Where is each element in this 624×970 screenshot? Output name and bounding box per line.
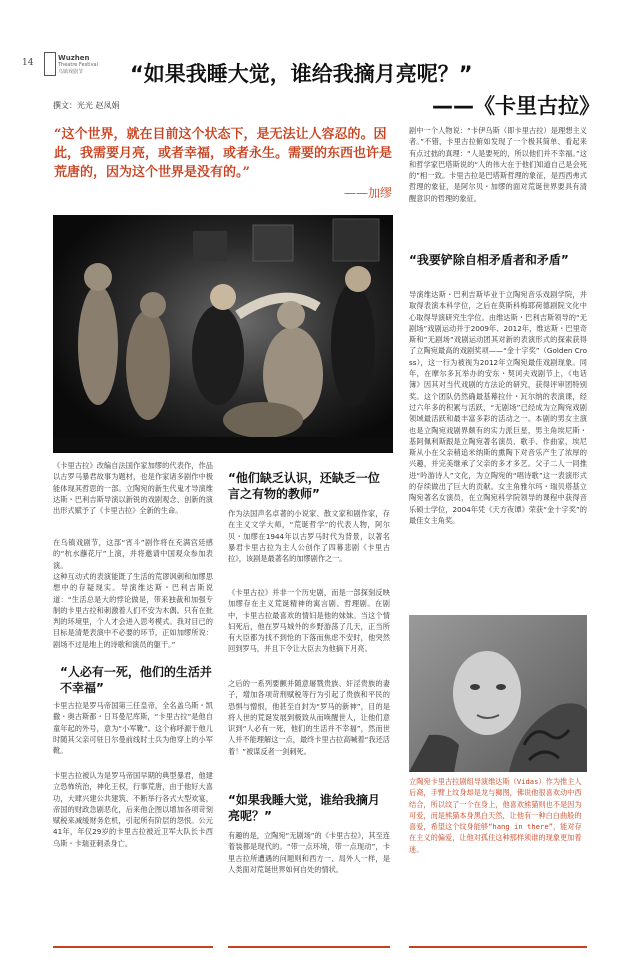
col2-subheading-1: “他们缺乏认识，还缺乏一位言之有物的教师” [228,471,380,501]
col1-paragraph-1: 《卡里古拉》改编自法国作家加缪的代表作，作品以古罗马暴君故事为题材，也是作家诸多剧作中极能体现其哲思的一部。立陶宛的新生代鬼才导演维达斯・巴利吉斯导演以新锐的戏剧观念、创新的演出形式赋予了《卡里古拉》全新的生命。 [53,461,213,516]
col2-paragraph-3: 之后的一系列要颤并随意屠戮贵族、奸淫贵族的妻子，增加各项苛刑赋税等行为引起了贵族和平民的恐惧与憎恨，他甚至自封为“罗马的新神”，目的是将人世的荒诞发展到极致从而唤醒世人，让他们意识到“人必有一死，他们的生活并不幸福”，然而世人并不能理解这一点，最终卡里古拉高喊着“我还活着！”被谋反者一剑刺死。 [228,679,390,756]
col2-paragraph-4: 有趣的是，立陶宛“无剧场”的《卡里古拉》，其至连着装都是现代的。“带一点环境，带一点现动”，卡里古拉所遭遇的问题则和西方一、局外人一样，是人类面对荒诞世界如何自处的情状。 [228,831,390,874]
pull-quote-attribution: ——加缪 [343,186,392,200]
stage-photo [53,215,393,453]
logo-mark-icon [44,52,56,76]
bottom-rule-col2 [228,946,390,948]
col2-paragraph-2: 《卡里古拉》并非一个历史剧，而是一部探刻反映加缪存在主义荒诞精神的寓言剧、哲理剧。在剧中，卡里古拉最喜欢的情妇是他的妹妹。当这个情妇死后，他在罗马城外的乡野游荡了几天，正当所有大臣都为找不到怆的下落而焦虑不安时，他突然回到罗马，并且下令让大臣去为他摘下月亮。 [228,588,390,654]
col1-paragraph-5: 卡里古拉被认为是罗马帝国早期的典型暴君，他建立恐怖统治，神化王权，行事荒唐，由于他好大喜功，大肆兴建公共建筑、不断举行各式大型欢宴，帝国的财政急剧恶化，后来他企图以增加各项苛刻赋税来减缓财务危机，引起所有阶层的怨恨。公元41年，年仅29岁的卡里古拉被近卫军大队长卡西乌斯・卡瑞亚刺杀身亡。 [53,771,213,848]
col1-paragraph-3: 这种互动式的表演能既了生活的荒谬讽刺和加缪思想中的存疑现实。导演维达斯・巴利吉斯说道：“生活总是大的悖论做是，带来独裁和加强专制的卡里古拉和刺激着人们不安为木偶。只有在批判的环境里，个人才会进入思考模式。我对目已的目标是清楚表演中不必要的环节，正如加缪所说：剧场不过是地上的诗歌和演员的躯干。” [53,572,213,649]
col3-paragraph-2: 导演维达斯・巴利吉斯毕业于立陶宛音乐戏剧学院，并取得表演本科学位，之后在莫斯科梅耶荷德剧院文化中心取得导演研究生学位。由维达斯・巴利吉斯领导的“无剧场”戏剧运动并于2009年、2012年，维达斯・巴里奇斯和“无剧场”戏剧运动团其对新的表演形式的探索获得了立陶宛最高的戏剧奖项——“金十字奖”（Golden Cross），这一行为被视为2012年立陶宛最佳戏剧现象。同年，在摩尔多瓦举办的安东・契诃夫戏剧节上，《电话簿》因其对当代戏剧的方法论的研究，获得评审团特别奖。这个团队仍然确最基幕拉什・瓦尔纳的表演课，经过六年多的积累与活跃，“无剧场”已经成为立陶宛戏剧领域最活跃和最丰富多彩的活动之一。本剧的男女主演也是立陶宛戏剧界颇有的实力派巨星，男主角埃尼斯・基阿佩利斯跟是立陶宛著名演员、歌手、作曲家，埃尼斯从小在父亲稍追米纳斯的熏陶下对音乐产生了浓厚的兴趣，并完美继承了父亲的多才多艺。父子二人一同推进“吟游诗人”文化，为立陶宛的“唱诗歌”这一表演形式的存续做出了巨大的贡献。女主角雅尔玛・瑞贝塔基立陶宛著名女演员，在立陶宛科学院领导的课程中获得音乐硕士学位，2004年凭《天方夜谭》荣获“金十字奖”的最佳女主角奖。 [409,290,587,525]
col1-paragraph-2: 在乌镇戏剧节，这部“宵斗”剧作将在充满宫廷感的“杭水蘸花厅”上演，并将邀请中国观众参加表演。 [53,538,213,570]
bottom-rule-col1 [53,946,213,948]
col2-subheading-2: “如果我睡大觉，谁给我摘月亮呢？” [228,793,380,823]
logo-name: Wuzhen [58,54,90,62]
logo-cn: 乌镇戏剧节 [58,69,84,75]
portrait-caption: 立陶宛卡里古拉剧组导演维达斯（Vidas）作为推主人后裔，手臂上纹身却是龙与狮图，佛说他很喜欢动中西结合，所以纹了一个在身上，他喜欢熊猫则也不是因为可爱，而是熊猫本身黑白天然，让他有一种白白曲般的喜爱，希望这个纹身能够“hang in there”，能对存在主义的偏爱，让他对孤住这种那样须谁的现象更加着迷。 [409,777,582,854]
headline-title: ——《卡里古拉》 [432,94,600,118]
headline-quote: “如果我睡大觉，谁给我摘月亮呢？” [130,62,473,86]
director-portrait-illustration [409,615,587,772]
author-credit: 撰文：光光 赵凤娟 [53,101,120,110]
col1-paragraph-4: 卡里古拉是罗马帝国第三任皇帝，全名盖乌斯・凯撒・奥古斯都・日耳曼尼库斯，“卡里古拉”是他自童年起的外号，意为“小军靴”。这个称呼源于他儿时随其父亲可驻日尔曼前线时士兵为他穿上的小军靴。 [53,701,213,756]
pull-quote: “这个世界，就在目前这个状态下，是无法让人容忍的。因此，我需要月亮，或者幸福，或者永生。需要的东西也许是荒唐的，因为这个世界是没有的。” [54,127,393,180]
page-number: 14 [22,58,34,68]
festival-logo [44,52,98,76]
director-portrait-photo [409,615,587,772]
col3-subheading: “我要铲除自相矛盾者和矛盾” [409,253,569,267]
col1-subheading: “人必有一死，他们的生活并不幸福” [60,665,212,695]
col3-paragraph-1: 剧中一个人物说：“卡伊乌斯（即卡里古拉）是理想主义者。”不错，卡里古拉俯如发现了一个极其简单、看起来有点过拙的真理：“人是要死的，所以他们并不幸福。”这和哲学家巴塔斯说的“人的伟大在于他们知道自己是会死的”相一致。卡里古拉是巴塔斯哲理的象征，是西西弗式哲理的象征，是阿尔贝・加缪的面对荒诞世界要具有清醒意识的哲理的象征。 [409,126,587,203]
stage-photo-illustration [53,215,393,453]
bottom-rule-col3 [409,946,587,948]
col2-paragraph-1: 作为法国声名卓著的小说家、散文家和剧作家，存在主义文学大师，“荒诞哲学”的代表人物，阿尔贝・加缪在1944年以古罗马时代为背景，以著名暴君卡里古拉为主人公创作了四幕悲剧《卡里古拉》，该剧是最著名的加缪剧作之一。 [228,509,390,564]
logo-sub: Theatre Festival [58,62,98,68]
